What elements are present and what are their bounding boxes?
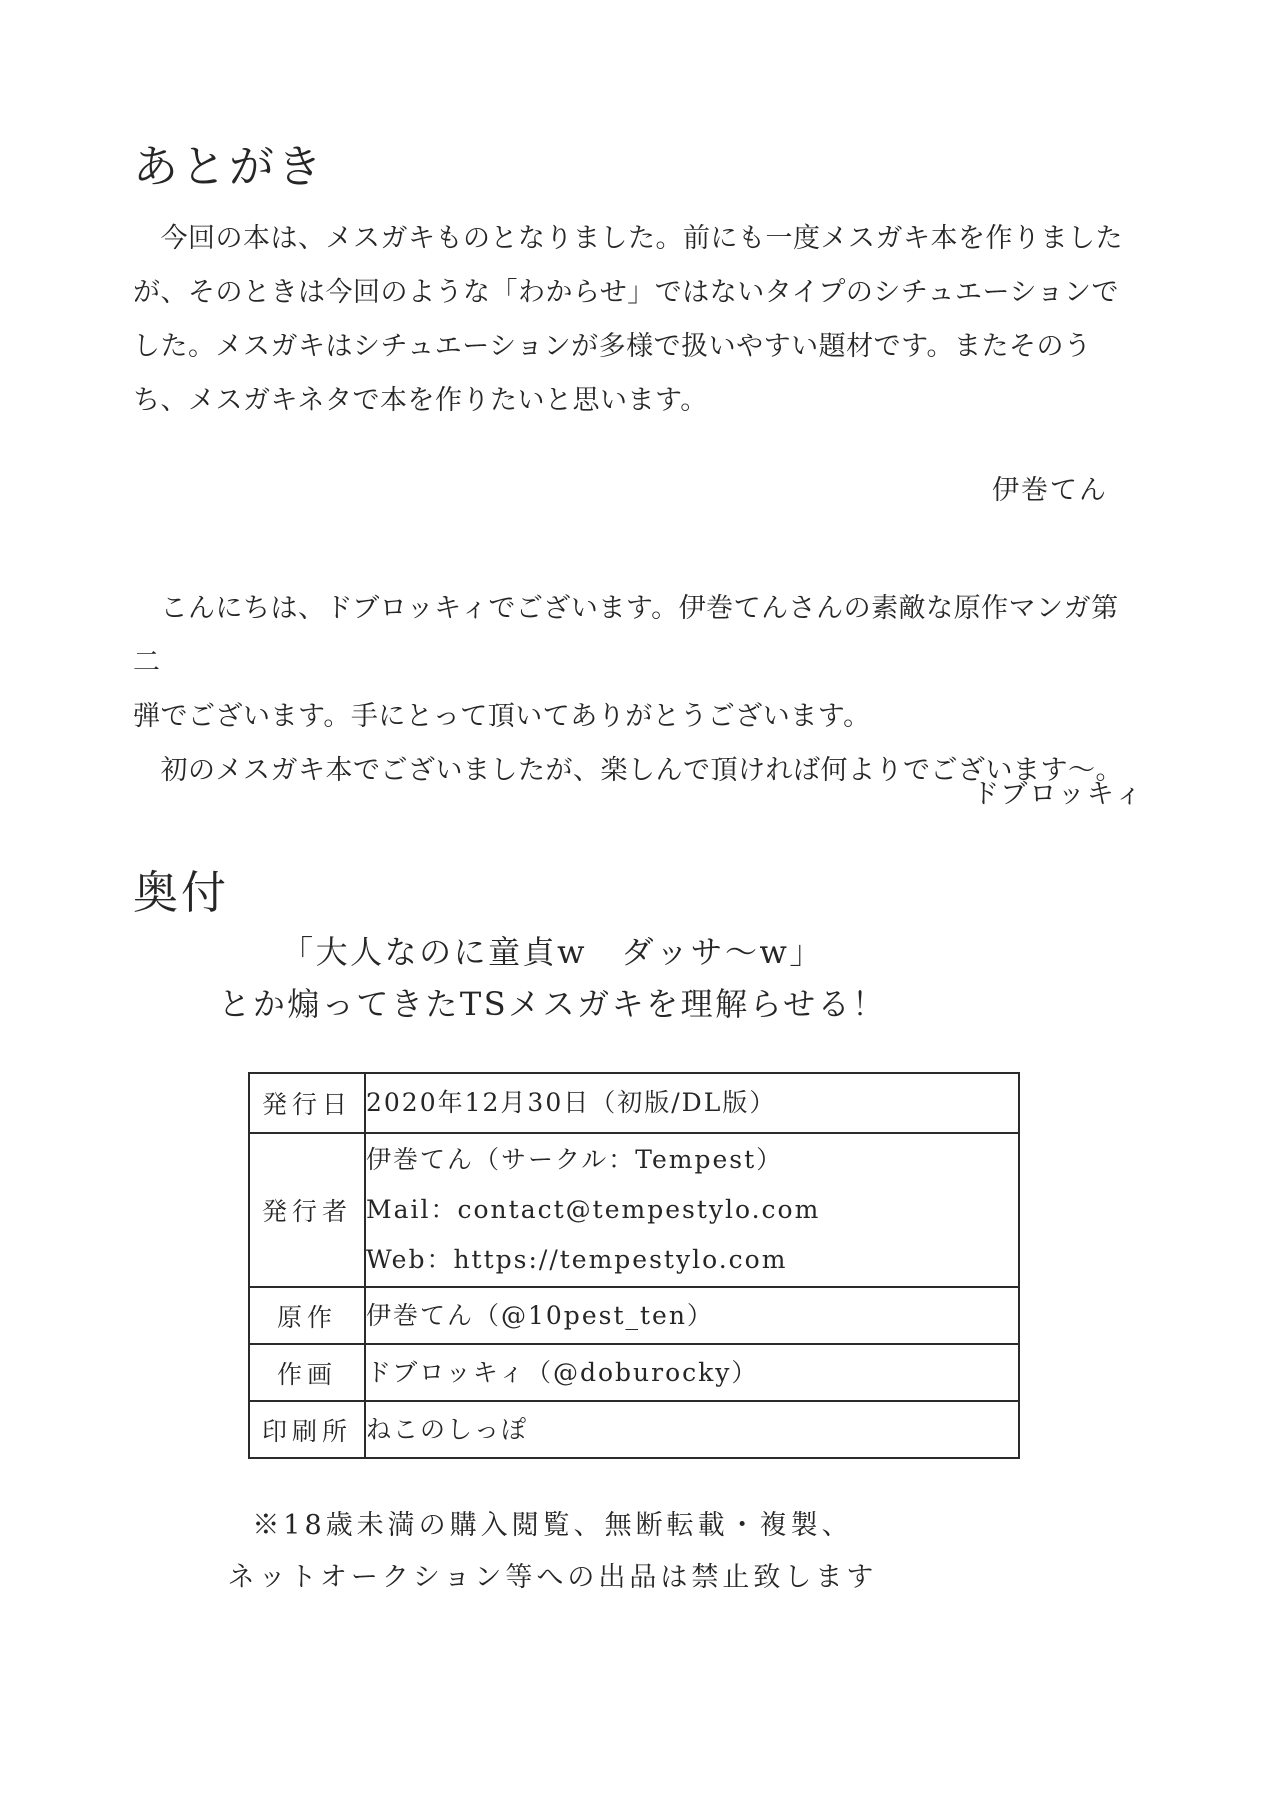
value-line: ドブロッキィ（@doburocky）	[366, 1357, 759, 1387]
colophon-heading: 奥付	[133, 866, 230, 919]
afterword-heading: あとがき	[133, 140, 326, 193]
row-value	[365, 1073, 1019, 1133]
paragraph-line: が、そのときは今回のような「わからせ」ではないタイプのシチュエーションで	[133, 277, 1119, 308]
row-label: 原作	[249, 1287, 365, 1344]
paragraph-line: ち、メスガキネタで本を作りたいと思います。	[133, 385, 708, 416]
artist-signature: ドブロッキィ	[972, 779, 1144, 810]
row-value	[365, 1133, 1019, 1287]
book-title-line-2: とか煽ってきたTSメスガキを理解らせる！	[218, 985, 887, 1023]
row-label: 発行者	[249, 1133, 365, 1287]
table-row-original-work	[249, 1287, 1019, 1344]
paragraph-line: 初のメスガキ本でございましたが、楽しんで頂ければ何よりでございます～。	[133, 755, 1123, 786]
row-label: 作画	[249, 1344, 365, 1401]
notice-line-2: ネットオークション等への出品は禁止致します	[227, 1562, 878, 1593]
age-restriction-notice	[0, 1500, 1105, 1604]
row-label: 印刷所	[249, 1401, 365, 1458]
row-value	[365, 1344, 1019, 1401]
value-line: 2020年12月30日（初版/DL版）	[366, 1088, 777, 1117]
paragraph-line: した。メスガキはシチュエーションが多様で扱いやすい題材です。またそのう	[133, 331, 1092, 362]
value-line: 伊巻てん（サークル：Tempest）	[366, 1145, 784, 1174]
value-line: Web：https://tempestylo.com	[366, 1245, 788, 1274]
author-signature: 伊巻てん	[992, 475, 1108, 506]
afterword-paragraph-2	[133, 582, 1123, 798]
colophon-table	[248, 1072, 1020, 1459]
paragraph-line: 弾でございます。手にとって頂いてありがとうございます。	[133, 701, 871, 732]
row-value	[365, 1287, 1019, 1344]
table-row-publisher	[249, 1133, 1019, 1287]
paragraph-line: こんにちは、ドブロッキィでございます。伊巻てんさんの素敵な原作マンガ第二	[133, 593, 1119, 678]
value-line: ねこのしっぽ	[366, 1414, 529, 1444]
notice-line-1: ※18歳未満の購入閲覧、無断転載・複製、	[252, 1510, 853, 1541]
table-row-publication-date	[249, 1073, 1019, 1133]
row-label: 発行日	[249, 1073, 365, 1133]
book-title	[0, 926, 1105, 1030]
table-row-printer	[249, 1401, 1019, 1458]
value-line: 伊巻てん（@10pest_ten）	[366, 1300, 714, 1330]
paragraph-line: 今回の本は、メスガキものとなりました。前にも一度メスガキ本を作りました	[133, 223, 1123, 254]
row-value	[365, 1401, 1019, 1458]
table-row-illustration	[249, 1344, 1019, 1401]
value-line: Mail：contact@tempestylo.com	[366, 1195, 821, 1224]
afterword-paragraph-1	[133, 212, 1123, 428]
book-title-line-1: 「大人なのに童貞w ダッサ～w」	[281, 933, 824, 971]
